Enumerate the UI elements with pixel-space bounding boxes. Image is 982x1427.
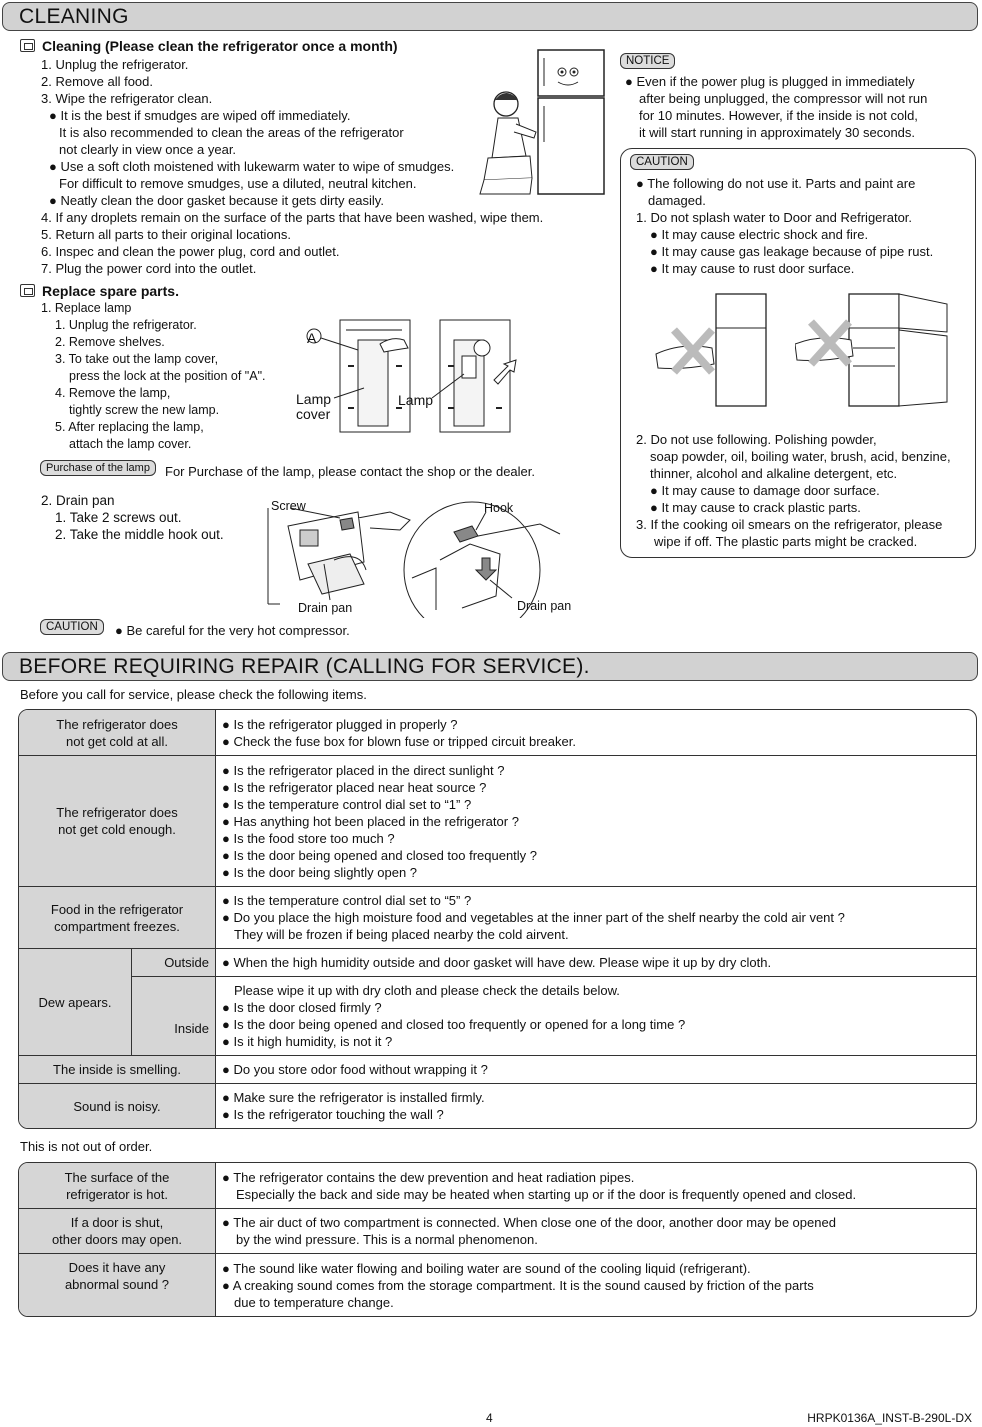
caution-tag: CAUTION — [630, 154, 694, 170]
check-cell: ● When the high humidity outside and door gasket will have dew. Please wipe it up by dry cloth. — [216, 948, 976, 976]
compressor-caution-tag: CAUTION — [40, 619, 104, 635]
caution-line: 3. If the cooking oil smears on the refrigerator, please — [636, 517, 943, 532]
table-row — [19, 710, 976, 755]
table-row — [19, 755, 976, 886]
check-cell: ● Is the temperature control dial set to “5” ? ● Do you place the high moisture food and vegetables at the inner part of the shelf nearby the cold air vent ? They will be frozen if being placed nearby the cold airvent. — [216, 886, 976, 948]
lamp-step: 1. Unplug the refrigerator. — [55, 318, 197, 332]
lamp-step: press the lock at the position of "A". — [69, 369, 266, 383]
not-out-of-order-title: This is not out of order. — [20, 1139, 153, 1154]
label-screw: Screw — [271, 499, 306, 513]
step-line: 7. Plug the power cord into the outlet. — [41, 261, 257, 276]
caution-line: ● It may cause electric shock and fire. — [650, 227, 869, 242]
repair-intro: Before you call for service, please check the following items. — [20, 687, 367, 702]
purchase-lamp-tag: Purchase of the lamp — [40, 460, 156, 476]
phenomenon-cell: The surface of the refrigerator is hot. — [19, 1163, 216, 1208]
check-cell: ● Make sure the refrigerator is installed firmly. ● Is the refrigerator touching the wall ? — [216, 1083, 976, 1128]
repair-section-title: BEFORE REQUIRING REPAIR (CALLING FOR SERVICE). — [2, 652, 978, 681]
table-row — [19, 1163, 976, 1208]
label-lamp: Lamp — [398, 392, 434, 408]
caution-line: soap powder, oil, boiling water, brush, acid, benzine, — [650, 449, 951, 464]
check-cell: Please wipe it up with dry cloth and please check the details below. ● Is the door closed firmly ? ● Is the door being opened and closed too frequently or opened for a long time ? ● Is it high humidity, is not it ? — [216, 976, 976, 1055]
table-row — [19, 948, 976, 976]
page-number: 4 — [486, 1411, 493, 1425]
caution-line: 1. Do not splash water to Door and Refrigerator. — [636, 210, 913, 225]
problem-cell: Food in the refrigerator compartment freezes. — [19, 886, 216, 948]
no-water-door-illustration — [652, 290, 792, 412]
table-row — [19, 1253, 976, 1316]
label-hook: Hook — [484, 501, 514, 515]
caution-line: thinner, alcohol and alkaline detergent, etc. — [650, 466, 898, 481]
label-drain-pan: Drain pan — [298, 601, 353, 615]
explanation-cell: ● The sound like water flowing and boiling water are sound of the cooling liquid (refrigerant). ● A creaking sound comes from the storage compartment. It is the sound caused by friction of the parts due to temperature change. — [216, 1253, 976, 1316]
lamp-steps — [41, 300, 265, 453]
notice-line: it will start running in approximately 30 seconds. — [639, 125, 916, 140]
notice-text — [625, 73, 927, 141]
monthly-cleaning-steps — [41, 56, 543, 277]
normal-phenomena-table — [18, 1162, 977, 1317]
problem-cell: Dew apears. — [19, 948, 132, 1055]
troubleshooting-table — [18, 709, 977, 1129]
problem-cell: Sound is noisy. — [19, 1083, 216, 1128]
drain-step: 2. Take the middle hook out. — [55, 527, 224, 542]
notice-line: after being unplugged, the compressor will not run — [639, 91, 928, 106]
phenomenon-cell: If a door is shut, other doors may open. — [19, 1208, 216, 1253]
lamp-step: 5. After replacing the lamp, — [55, 420, 204, 434]
lamp-step: 3. To take out the lamp cover, — [55, 352, 219, 366]
drain-step: 1. Take 2 screws out. — [55, 510, 182, 525]
label-lamp-cover: Lamp cover — [296, 391, 332, 422]
table-row — [19, 976, 976, 1055]
lamp-step: tightly screw the new lamp. — [69, 403, 220, 417]
step-line: 5. Return all parts to their original locations. — [41, 227, 292, 242]
label-a: A — [307, 330, 317, 346]
label-drain-pan: Drain pan — [517, 599, 572, 613]
table-row — [19, 1055, 976, 1083]
explanation-cell: ● The refrigerator contains the dew prevention and heat radiation pipes. Especially the back and side may be heated when starting up or if the door is frequently opened and closed. — [222, 1169, 857, 1202]
caution-line: ● It may cause to rust door surface. — [650, 261, 855, 276]
checkbox-square-icon — [20, 284, 35, 297]
explanation-cell: ● The air duct of two compartment is connected. When close one of the door, another door may be opened by the wind pressure. This is a normal phenomenon. — [216, 1208, 976, 1253]
compressor-caution-text: ● Be careful for the very hot compressor. — [115, 623, 350, 638]
step-line: not clearly in view once a year. — [59, 142, 237, 157]
lamp-step: 4. Remove the lamp, — [55, 386, 171, 400]
sub-problem-cell: Outside — [132, 948, 216, 976]
check-cell: ● Is the refrigerator plugged in properly ? ● Check the fuse box for blown fuse or tripped circuit breaker. — [222, 716, 576, 749]
caution-line: ● It may cause gas leakage because of pipe rust. — [650, 244, 934, 259]
step-line: 1. Unplug the refrigerator. — [41, 57, 189, 72]
notice-line: for 10 minutes. However, if the inside is not cold, — [639, 108, 918, 123]
document-code: HRPK0136A_INST-B-290L-DX — [807, 1411, 972, 1425]
wiping-refrigerator-illustration — [470, 46, 610, 198]
check-cell: ● Is the refrigerator placed in the direct sunlight ? ● Is the refrigerator placed near heat source ? ● Is the temperature control dial set to “1” ? ● Has anything hot been placed in the refrigerator ? ● Is the food store too much ? ● Is the door being opened and closed too frequently ? ● Is the door being slightly open ? — [216, 755, 976, 886]
table-row — [19, 1083, 976, 1128]
step-line: 6. Inspec and clean the power plug, cord and outlet. — [41, 244, 340, 259]
step-line: 4. If any droplets remain on the surface of the parts that have been washed, wipe them. — [41, 210, 544, 225]
purchase-lamp-text: For Purchase of the lamp, please contact the shop or the dealer. — [165, 464, 535, 479]
step-line: ● It is the best if smudges are wiped off immediately. — [49, 108, 351, 123]
lamp-title: 1. Replace lamp — [41, 301, 132, 315]
step-line: 2. Remove all food. — [41, 74, 154, 89]
caution-line: ● It may cause to damage door surface. — [650, 483, 880, 498]
phenomenon-cell: Does it have any abnormal sound ? — [19, 1253, 216, 1316]
caution-items-2 — [636, 431, 951, 550]
caution-line: damaged. — [648, 193, 706, 208]
caution-intro — [636, 175, 933, 277]
checkbox-square-icon — [20, 39, 35, 52]
table-row — [19, 1208, 976, 1253]
table-row — [19, 886, 976, 948]
sub-problem-cell: Inside — [132, 976, 216, 1055]
spare-parts-heading: Replace spare parts. — [20, 283, 179, 300]
problem-cell: The refrigerator does not get cold at all. — [19, 710, 216, 755]
notice-line: ● Even if the power plug is plugged in immediately — [625, 74, 915, 89]
caution-line: wipe if off. The plastic parts might be cracked. — [654, 534, 918, 549]
problem-cell: The inside is smelling. — [19, 1055, 216, 1083]
check-cell: ● Do you store odor food without wrapping it ? — [216, 1055, 976, 1083]
step-line: It is also recommended to clean the areas of the refrigerator — [59, 125, 404, 140]
lamp-step: 2. Remove shelves. — [55, 335, 165, 349]
drain-pan-steps — [41, 492, 224, 543]
notice-tag: NOTICE — [620, 53, 675, 69]
caution-line: 2. Do not use following. Polishing powder, — [636, 432, 877, 447]
drain-title: 2. Drain pan — [41, 493, 115, 508]
lamp-step: attach the lamp cover. — [69, 437, 192, 451]
problem-cell: The refrigerator does not get cold enough. — [19, 755, 216, 886]
step-line: ● Neatly clean the door gasket because it gets dirty easily. — [49, 193, 384, 208]
step-line: ● Use a soft cloth moistened with lukewarm water to wipe of smudges. — [49, 159, 455, 174]
monthly-cleaning-heading: Cleaning (Please clean the refrigerator once a month) — [20, 38, 398, 55]
caution-line: ● The following do not use it. Parts and paint are — [636, 176, 916, 191]
no-water-inside-illustration — [795, 290, 965, 412]
step-line: 3. Wipe the refrigerator clean. — [41, 91, 213, 106]
step-line: For difficult to remove smudges, use a diluted, neutral kitchen. — [59, 176, 417, 191]
caution-line: ● It may cause to crack plastic parts. — [650, 500, 861, 515]
cleaning-section-title: CLEANING — [2, 2, 978, 31]
